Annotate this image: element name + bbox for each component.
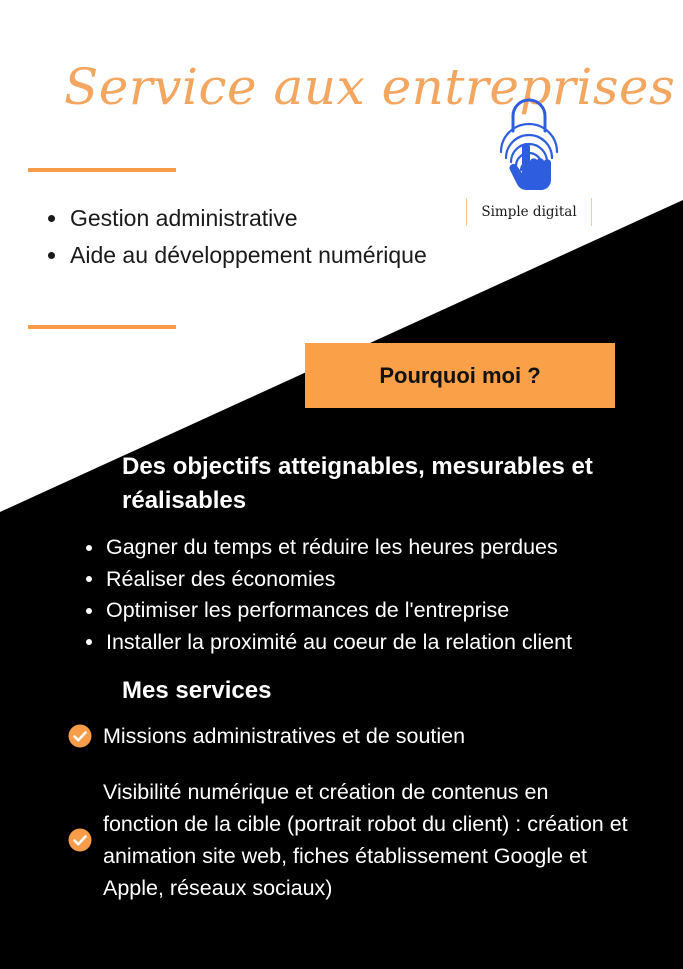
service-item bbox=[68, 776, 628, 904]
bottom-divider bbox=[28, 325, 176, 329]
bullet-dot bbox=[48, 215, 55, 222]
bullet-dot bbox=[86, 639, 92, 645]
goal-item-text: Optimiser les performances de l'entreprise bbox=[106, 598, 510, 623]
bullet-dot bbox=[86, 608, 92, 614]
fingerprint-lock-icon bbox=[496, 95, 562, 193]
services-heading: Mes services bbox=[122, 677, 272, 704]
checkmark-circle-icon bbox=[68, 828, 92, 852]
goal-item bbox=[86, 532, 572, 564]
goals-heading: Des objectifs atteignables, mesurables et réalisables bbox=[122, 453, 593, 514]
intro-item-text: Gestion administrative bbox=[70, 205, 298, 231]
goal-item bbox=[86, 595, 572, 627]
top-divider bbox=[28, 168, 176, 172]
goal-item-text: Gagner du temps et réduire les heures perdues bbox=[106, 535, 558, 560]
intro-item bbox=[48, 200, 427, 237]
checkmark-circle-icon bbox=[68, 724, 92, 748]
goal-item-text: Réaliser des économies bbox=[106, 566, 336, 591]
intro-item bbox=[48, 237, 427, 274]
intro-item-text: Aide au développement numérique bbox=[70, 242, 427, 268]
goals-list bbox=[86, 532, 572, 658]
bullet-dot bbox=[86, 576, 92, 582]
bullet-dot bbox=[86, 545, 92, 551]
service-item bbox=[68, 720, 465, 752]
goal-item-text: Installer la proximité au coeur de la relation client bbox=[106, 629, 573, 654]
goal-item bbox=[86, 564, 572, 596]
why-me-button[interactable]: Pourquoi moi ? bbox=[305, 343, 615, 408]
brand-name: Simple digital bbox=[466, 198, 592, 226]
service-item-text: Visibilité numérique et création de contenus en fonction de la cible (portrait robot du client) : création et animation site web, fiches établissement Google et Apple, réseaux sociaux) bbox=[103, 780, 628, 900]
bullet-dot bbox=[48, 252, 55, 259]
intro-list bbox=[48, 200, 427, 274]
page-title: Service aux entreprises bbox=[64, 58, 676, 116]
goal-item bbox=[86, 627, 572, 659]
service-item-text: Missions administratives et de soutien bbox=[103, 724, 466, 748]
